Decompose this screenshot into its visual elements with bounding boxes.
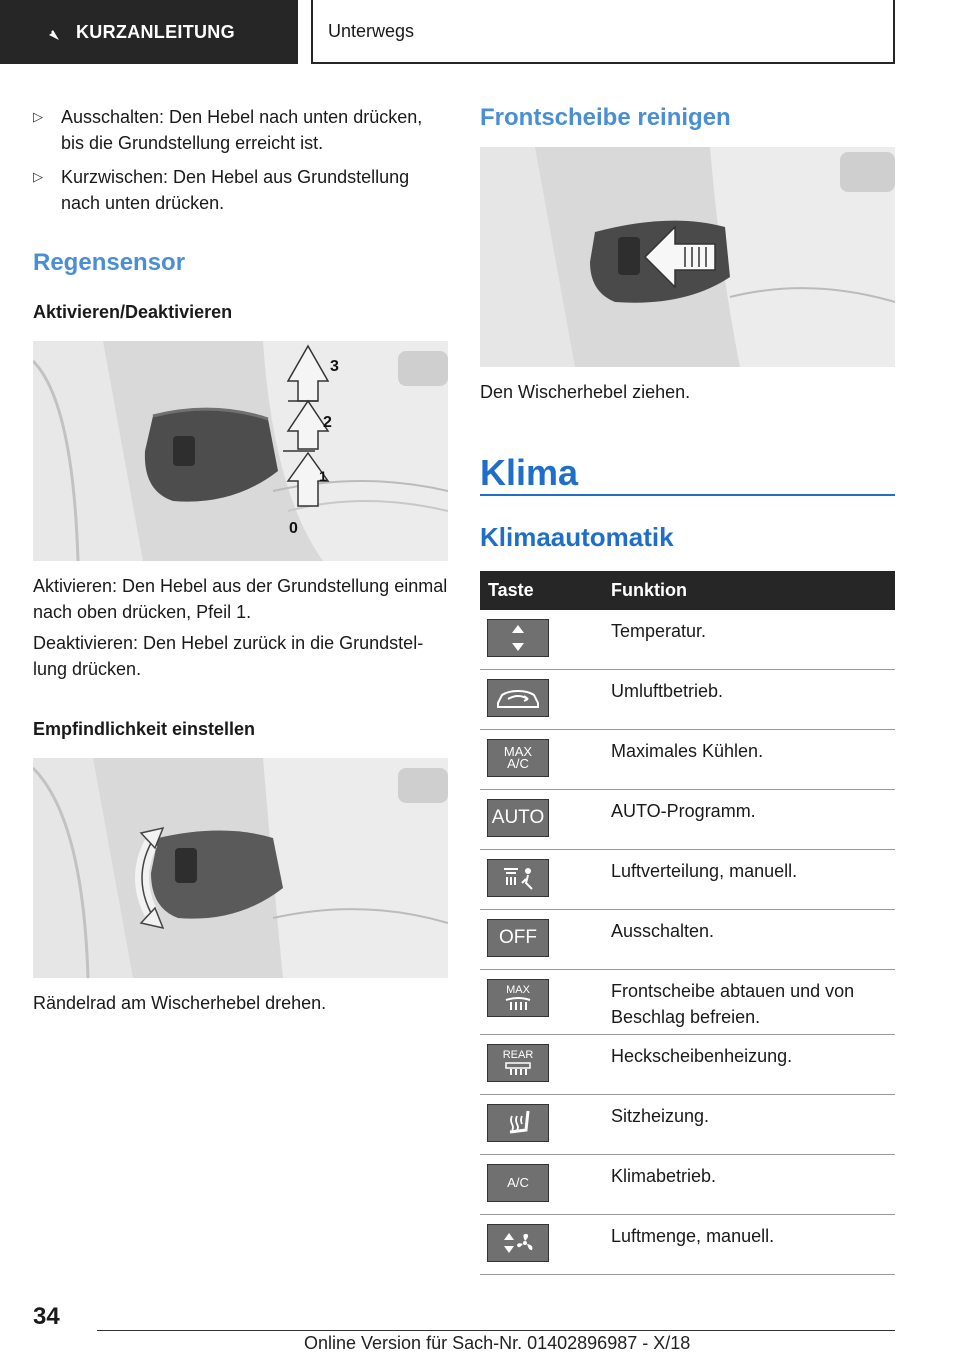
key-label: REAR <box>502 1049 534 1061</box>
table-header <box>480 571 895 610</box>
table-row <box>480 1095 895 1155</box>
list-item <box>33 164 448 216</box>
wiper-lever-image-up <box>33 341 448 561</box>
wiper-lever-image-wheel <box>33 758 448 978</box>
table-row <box>480 610 895 670</box>
temperature-arrows-icon <box>487 619 549 657</box>
arrow-label: 3 <box>330 358 339 375</box>
col-taste: Taste <box>488 580 534 600</box>
fan-speed-icon <box>487 1224 549 1262</box>
ac-icon <box>487 1164 549 1202</box>
flash-icon <box>40 21 62 43</box>
klima-heading: Klima <box>480 452 579 493</box>
table-row <box>480 910 895 970</box>
table-row <box>480 670 895 730</box>
table-row <box>480 1155 895 1215</box>
row-text: Heckscheibenheizung. <box>611 1046 793 1066</box>
online-version: Online Version für Sach-Nr. 01402896987 - X/18 <box>304 1333 691 1353</box>
bullet-list <box>33 104 448 216</box>
klima-rule <box>480 494 895 496</box>
table-row <box>480 1035 895 1095</box>
table-row <box>480 970 895 1035</box>
max-defrost-icon <box>487 979 549 1017</box>
auto-icon <box>487 799 549 837</box>
row-text: Ausschalten. <box>611 921 715 941</box>
sensitivity-caption: Rändelrad am Wischerhebel drehen. <box>33 993 327 1013</box>
list-item <box>33 104 448 156</box>
row-text: Temperatur. <box>611 621 707 641</box>
page-number: 34 <box>33 1303 60 1330</box>
key-label: AUTO <box>491 807 545 828</box>
triangle-bullet-icon: ▷ <box>33 109 43 124</box>
bullet-text: Ausschalten: Den Hebel nach unten drücken, bis die Grundstellung erreicht ist. <box>61 107 423 153</box>
header-section <box>311 0 895 64</box>
klimaauto-heading: Klimaautomatik <box>480 522 674 552</box>
off-icon <box>487 919 549 957</box>
deactivate-text: Deaktivieren: Den Hebel zurück in die Grundstellung drücken. <box>33 633 424 679</box>
activate-text: Aktivieren: Den Hebel aus der Grundstellung einmal nach oben drücken, Pfeil 1. <box>33 576 448 622</box>
row-text: Frontscheibe abtauen und von Beschlag befreien. <box>611 981 855 1027</box>
header-tab-label: KURZANLEITUNG <box>76 21 235 42</box>
key-label: MAX <box>506 984 530 996</box>
header-section-label: Unterwegs <box>328 20 415 41</box>
table-row <box>480 730 895 790</box>
key-label: OFF <box>499 927 537 948</box>
wiper-lever-image-pull <box>480 147 895 367</box>
climate-table <box>480 571 895 1275</box>
row-text: Sitzheizung. <box>611 1106 710 1126</box>
rear-defrost-icon <box>487 1044 549 1082</box>
footer-rule <box>97 1330 895 1331</box>
air-distribution-icon <box>487 859 549 897</box>
front-heading: Frontscheibe reinigen <box>480 104 731 131</box>
key-label: A/C <box>507 1175 529 1190</box>
seat-heating-icon <box>487 1104 549 1142</box>
recirculation-car-icon <box>487 679 549 717</box>
table-row <box>480 1215 895 1275</box>
row-text: Umluftbetrieb. <box>611 681 724 701</box>
key-label: MAX A/C <box>503 744 533 771</box>
max-ac-icon <box>487 739 549 777</box>
table-row <box>480 790 895 850</box>
row-text: AUTO-Programm. <box>611 801 756 821</box>
arrow-label: 1 <box>319 468 327 484</box>
front-caption: Den Wischerhebel ziehen. <box>480 382 691 402</box>
arrow-label: 0 <box>289 520 298 537</box>
row-text: Luftverteilung, manuell. <box>611 861 798 881</box>
row-text: Maximales Kühlen. <box>611 741 764 761</box>
header-tab[interactable] <box>0 0 298 64</box>
col-funktion: Funktion <box>611 580 687 600</box>
activate-heading: Aktivieren/Deaktivieren <box>33 302 233 322</box>
triangle-bullet-icon: ▷ <box>33 169 43 184</box>
bullet-text: Kurzwischen: Den Hebel aus Grundstellung nach unten drücken. <box>61 167 410 213</box>
table-row <box>480 850 895 910</box>
row-text: Klimabetrieb. <box>611 1166 717 1186</box>
regensensor-heading: Regensensor <box>33 249 186 276</box>
sensitivity-heading: Empfindlichkeit einstellen <box>33 719 256 739</box>
arrow-label: 2 <box>323 414 332 431</box>
row-text: Luftmenge, manuell. <box>611 1226 775 1246</box>
